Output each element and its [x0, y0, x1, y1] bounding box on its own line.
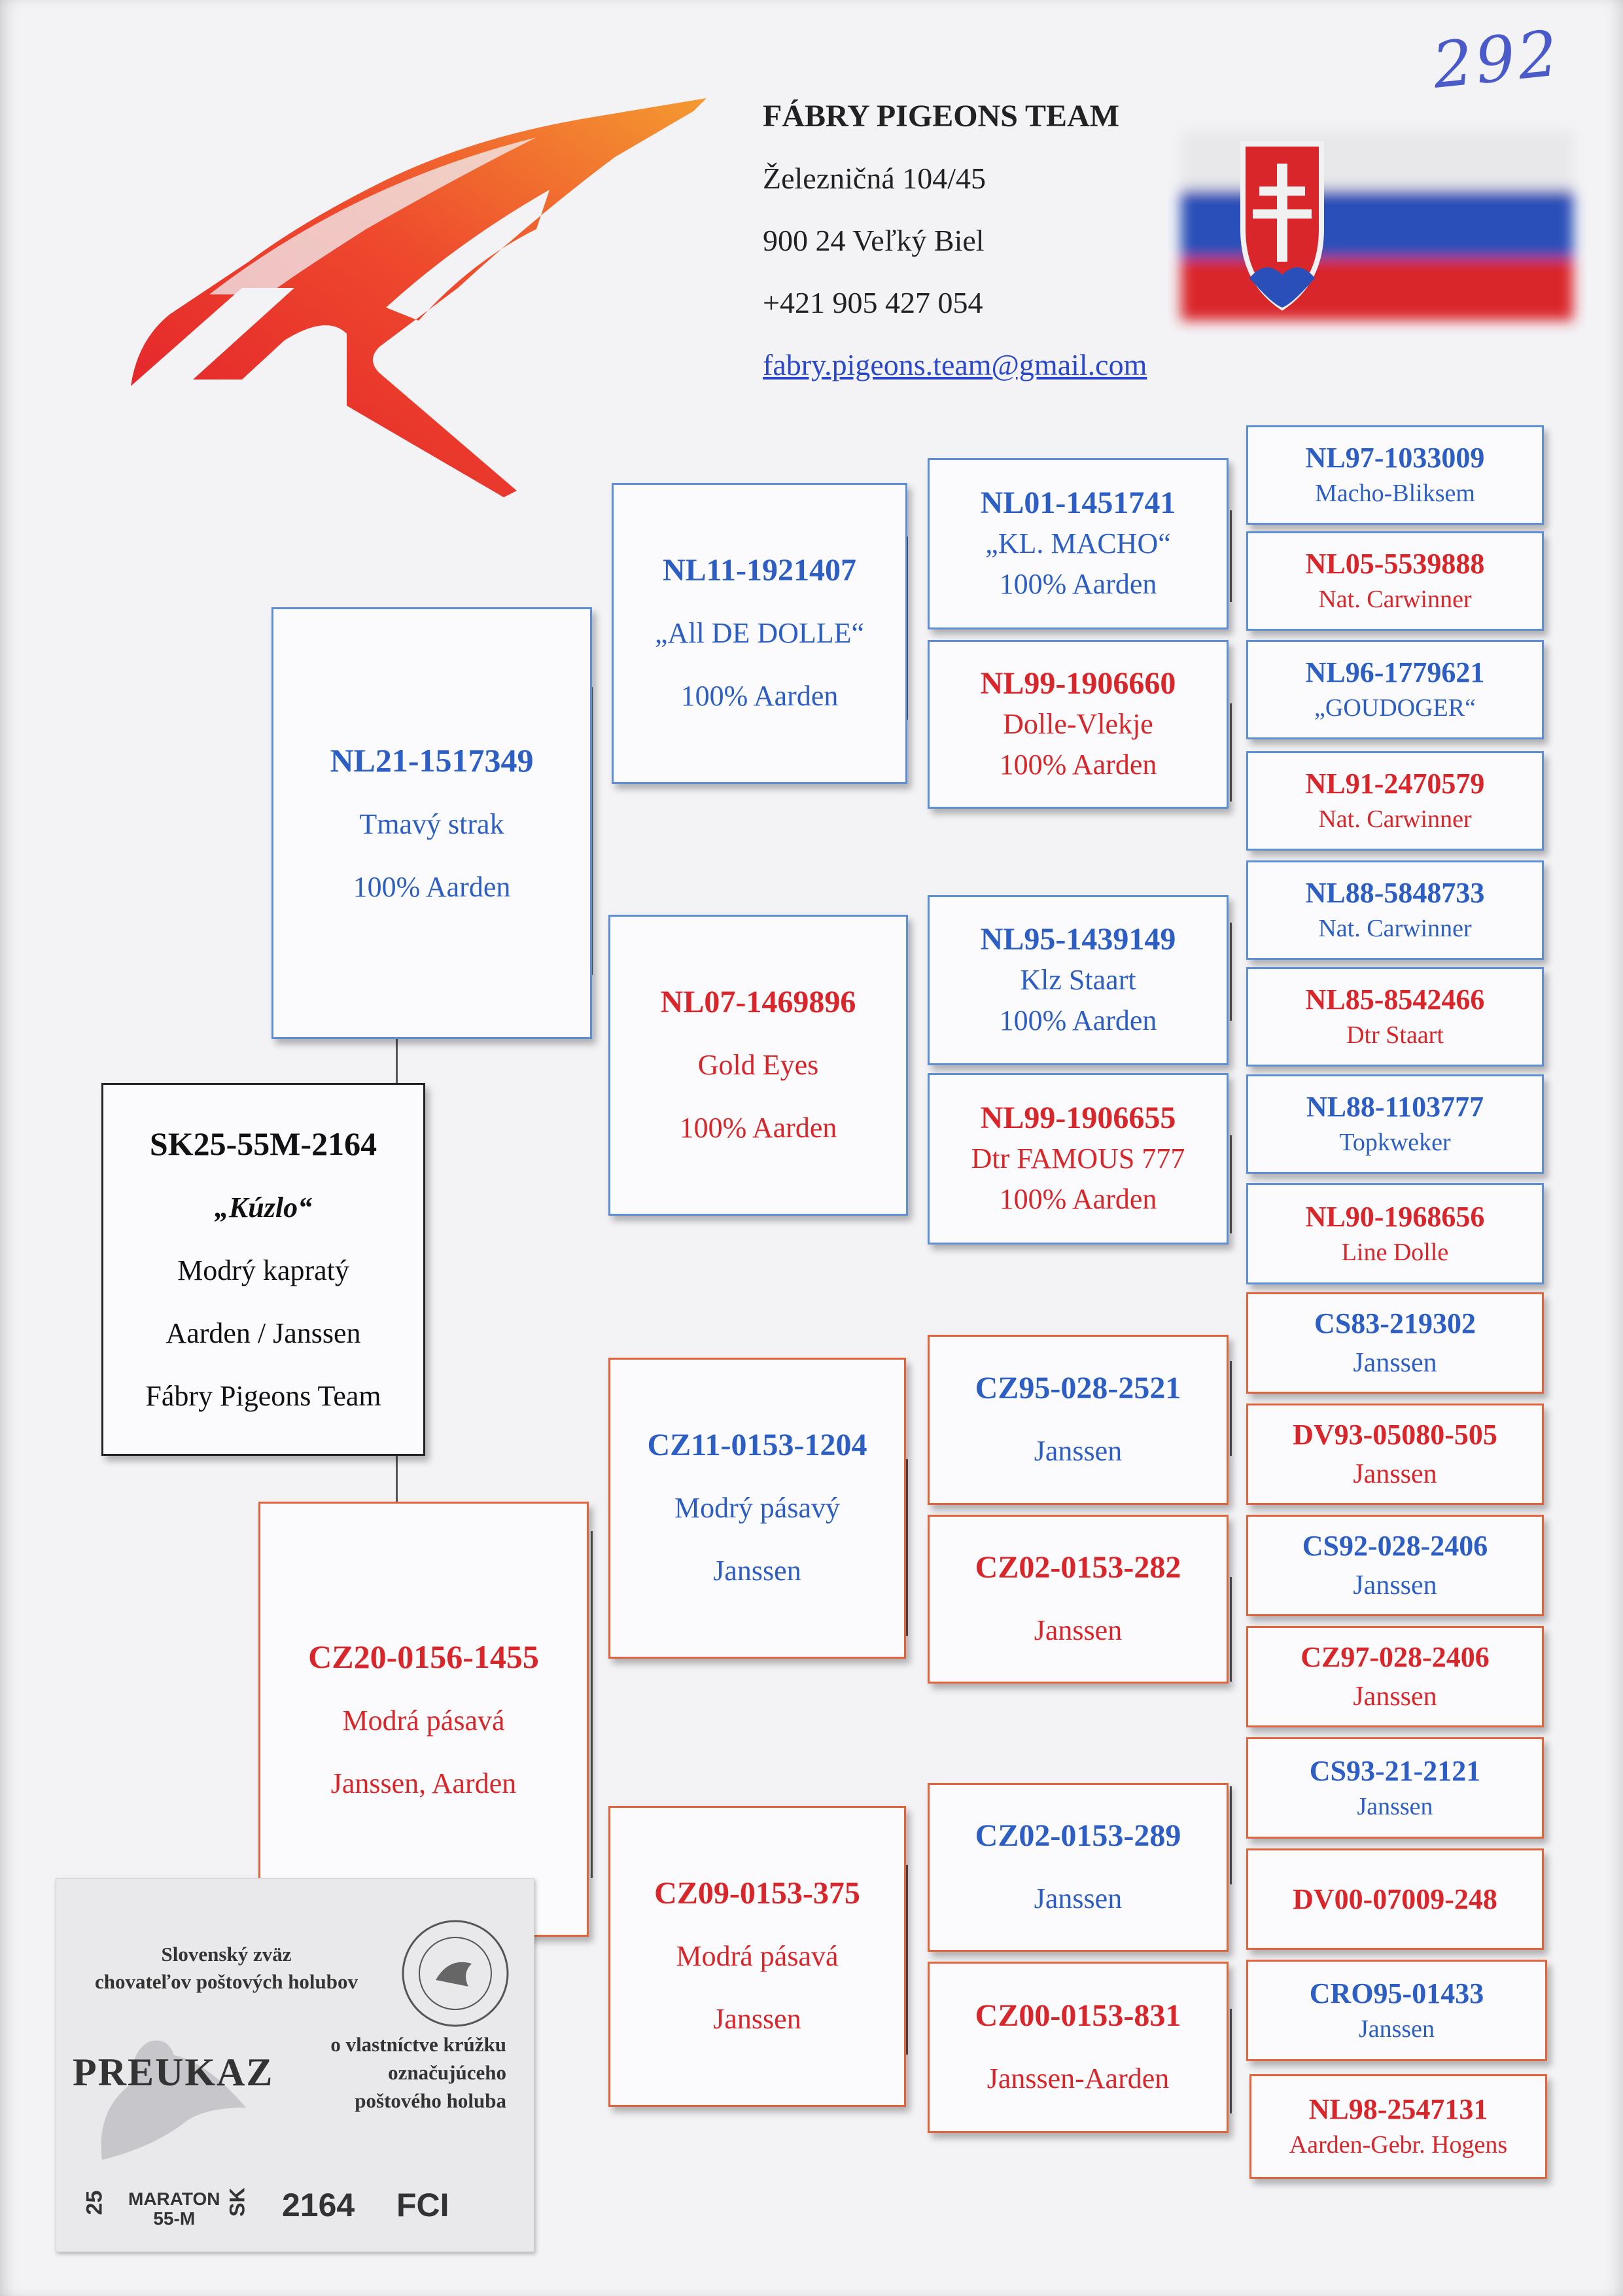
- dam-sire-ring-number: CZ11-0153-1204: [647, 1428, 867, 1462]
- connector: [1230, 703, 1232, 802]
- gen3-box-7: [928, 1783, 1229, 1952]
- gen4-box-12: [1246, 1626, 1544, 1727]
- main-ring-number: SK25-55M-2164: [149, 1125, 377, 1162]
- connector: [906, 1865, 908, 2055]
- gen4-note: Nat. Carwinner: [1318, 805, 1472, 833]
- gen4-box-11: [1246, 1515, 1544, 1616]
- gen3-name: Klz Staart: [1020, 964, 1136, 996]
- gen3-breed: Janssen: [1034, 1882, 1123, 1915]
- gen4-note: Janssen: [1357, 1792, 1433, 1820]
- gen3-ring-number: CZ00-0153-831: [975, 1998, 1181, 2033]
- gen3-ring-number: CZ95-028-2521: [975, 1371, 1181, 1405]
- union-seal-icon: [400, 1918, 511, 2029]
- gen4-box-15: [1246, 1960, 1547, 2061]
- sire-box: [271, 607, 592, 1039]
- card-desc-line3: poštového holuba: [355, 2089, 506, 2112]
- gen3-breed: 100% Aarden: [999, 1183, 1157, 1215]
- gen4-box-16: [1249, 2074, 1547, 2179]
- gen4-box-5: [1246, 860, 1544, 960]
- sire-sire-name: „All DE DOLLE“: [654, 617, 865, 649]
- gen4-note: Janssen: [1353, 1458, 1437, 1489]
- gen3-ring-number: NL95-1439149: [980, 922, 1176, 957]
- gen3-name: Dtr FAMOUS 777: [971, 1142, 1185, 1174]
- dam-breed: Janssen, Aarden: [330, 1767, 517, 1799]
- gen4-note: Macho-Bliksem: [1315, 480, 1475, 507]
- sire-sire-ring-number: NL11-1921407: [662, 553, 856, 588]
- connector: [1230, 1577, 1232, 1682]
- card-org-line1: Slovenský zväz: [161, 1943, 292, 1966]
- sire-dam-box: [608, 915, 908, 1216]
- connector: [1230, 1786, 1232, 1884]
- gen4-box-8: [1246, 1183, 1544, 1284]
- gen3-ring-number: NL01-1451741: [980, 486, 1176, 520]
- main-pigeon-owner: Fábry Pigeons Team: [145, 1380, 381, 1412]
- gen4-ring-number: NL85-8542466: [1305, 983, 1485, 1016]
- ring-ownership-card: [56, 1878, 534, 2252]
- gen3-box-4: [928, 1073, 1229, 1245]
- city-address: 900 24 Veľký Biel: [763, 224, 985, 257]
- connector: [1230, 1135, 1232, 1233]
- gen4-ring-number: CS93-21-2121: [1309, 1754, 1481, 1787]
- gen3-box-1: [928, 458, 1229, 629]
- phone-number: +421 905 427 054: [763, 286, 983, 319]
- handwritten-number: 292: [1429, 16, 1564, 103]
- gen4-ring-number: NL05-5539888: [1305, 548, 1485, 580]
- gen4-note: Janssen: [1353, 1681, 1437, 1712]
- gen4-note: Line Dolle: [1341, 1238, 1449, 1266]
- gen4-note: Aarden-Gebr. Hogens: [1289, 2131, 1508, 2159]
- main-pigeon-box: [101, 1083, 425, 1456]
- card-description: [284, 2030, 506, 2115]
- connector: [591, 1531, 593, 1878]
- gen3-breed: Janssen-Aarden: [986, 2062, 1170, 2094]
- dam-sire-breed: Janssen: [713, 1555, 801, 1587]
- gen4-note: Janssen: [1353, 1347, 1437, 1378]
- gen3-box-8: [928, 1962, 1229, 2133]
- card-organization: [56, 1941, 396, 1996]
- sire-dam-ring-number: NL07-1469896: [660, 985, 856, 1019]
- card-desc-line2: označujúceho: [388, 2061, 506, 2084]
- dam-box: [258, 1502, 589, 1937]
- card-fci: FCI: [396, 2187, 449, 2223]
- connector: [1230, 510, 1232, 602]
- dam-sire-color: Modrý pásavý: [674, 1492, 840, 1524]
- gen4-box-4: [1246, 751, 1544, 851]
- sire-sire-breed: 100% Aarden: [680, 680, 839, 712]
- gen4-box-2: [1246, 531, 1544, 631]
- gen4-box-14: [1246, 1848, 1544, 1950]
- gen3-box-3: [928, 895, 1229, 1065]
- gen4-ring-number: NL98-2547131: [1308, 2093, 1488, 2125]
- gen3-breed: 100% Aarden: [999, 1004, 1157, 1036]
- gen4-note: Topkweker: [1339, 1129, 1451, 1156]
- card-club: [128, 2189, 220, 2229]
- gen4-box-13: [1246, 1737, 1544, 1839]
- sire-ring-number: NL21-1517349: [330, 742, 534, 779]
- card-country: SK: [225, 2187, 249, 2217]
- street-address: Železničná 104/45: [763, 162, 986, 195]
- gen4-ring-number: NL96-1779621: [1305, 656, 1485, 688]
- sire-breed: 100% Aarden: [353, 871, 511, 903]
- gen4-note: Nat. Carwinner: [1318, 915, 1472, 942]
- team-name: FÁBRY PIGEONS TEAM: [763, 99, 1120, 133]
- card-desc-line1: o vlastníctve krúžku: [330, 2033, 506, 2056]
- gen3-ring-number: CZ02-0153-289: [975, 1818, 1181, 1853]
- gen4-ring-number: NL91-2470579: [1305, 768, 1485, 800]
- gen3-ring-number: NL99-1906660: [980, 666, 1176, 701]
- gen4-box-1: [1246, 425, 1544, 525]
- connector: [906, 1459, 908, 1636]
- sire-color: Tmavý strak: [359, 808, 504, 840]
- gen4-box-3: [1246, 640, 1544, 739]
- gen4-note: Nat. Carwinner: [1318, 586, 1472, 613]
- gen4-box-6: [1246, 967, 1544, 1067]
- connector: [1230, 1361, 1232, 1456]
- gen4-ring-number: DV93-05080-505: [1293, 1418, 1497, 1451]
- gen3-box-2: [928, 640, 1229, 809]
- gen3-ring-number: CZ02-0153-282: [975, 1550, 1181, 1585]
- breeder-contact: [763, 85, 1147, 396]
- dam-dam-ring-number: CZ09-0153-375: [654, 1876, 860, 1911]
- gen4-note: Dtr Staart: [1346, 1021, 1444, 1049]
- card-org-line2: chovateľov poštových holubov: [94, 1970, 358, 1993]
- gen3-ring-number: NL99-1906655: [980, 1101, 1176, 1135]
- gen3-breed: Janssen: [1034, 1614, 1123, 1646]
- slovak-flag-image: [1168, 118, 1586, 340]
- connector: [396, 1454, 398, 1503]
- gen4-ring-number: DV00-07009-248: [1293, 1882, 1497, 1915]
- gen4-ring-number: NL88-5848733: [1305, 877, 1485, 909]
- winged-f-logo: [131, 98, 707, 517]
- gen3-breed: 100% Aarden: [999, 749, 1157, 781]
- gen4-ring-number: CS83-219302: [1314, 1307, 1476, 1339]
- gen4-box-9: [1246, 1292, 1544, 1394]
- dam-color: Modrá pásavá: [342, 1704, 505, 1737]
- dam-dam-color: Modrá pásavá: [676, 1940, 839, 1972]
- gen4-ring-number: NL90-1968656: [1305, 1200, 1485, 1233]
- card-title: PREUKAZ: [73, 2051, 274, 2094]
- gen4-ring-number: CS92-028-2406: [1302, 1529, 1488, 1562]
- gen4-note: Janssen: [1358, 2015, 1435, 2043]
- gen3-breed: 100% Aarden: [999, 568, 1157, 600]
- gen3-name: Dolle-Vlekje: [1003, 708, 1153, 740]
- connector: [1230, 2009, 1232, 2113]
- main-pigeon-name: „Kúzlo“: [214, 1192, 313, 1224]
- card-club-code: 55-M: [153, 2208, 196, 2229]
- gen3-box-6: [928, 1515, 1229, 1684]
- gen3-box-5: [928, 1335, 1229, 1505]
- dam-dam-box: [608, 1806, 906, 2107]
- gen4-ring-number: NL97-1033009: [1305, 442, 1485, 474]
- connector: [1230, 923, 1232, 1021]
- dam-ring-number: CZ20-0156-1455: [308, 1638, 539, 1675]
- gen4-box-10: [1246, 1404, 1544, 1505]
- gen4-ring-number: CRO95-01433: [1309, 1977, 1484, 2009]
- sire-sire-box: [612, 483, 907, 784]
- gen3-breed: Janssen: [1034, 1435, 1123, 1467]
- card-ring-number: 2164: [282, 2187, 355, 2223]
- email-link[interactable]: fabry.pigeons.team@gmail.com: [763, 348, 1147, 381]
- gen4-note: „GOUDOGER“: [1314, 694, 1476, 722]
- sire-dam-name: Gold Eyes: [697, 1049, 819, 1081]
- card-year: 25: [82, 2190, 107, 2216]
- connector: [396, 1037, 398, 1083]
- card-club-name: MARATON: [128, 2189, 220, 2209]
- gen4-ring-number: NL88-1103777: [1306, 1091, 1484, 1123]
- gen4-ring-number: CZ97-028-2406: [1300, 1640, 1490, 1673]
- gen4-box-7: [1246, 1074, 1544, 1174]
- gen3-name: „KL. MACHO“: [985, 527, 1171, 559]
- dam-sire-box: [608, 1358, 906, 1659]
- dam-dam-breed: Janssen: [713, 2003, 801, 2035]
- main-pigeon-color: Modrý kapratý: [177, 1254, 349, 1286]
- gen4-note: Janssen: [1353, 1570, 1437, 1600]
- sire-dam-breed: 100% Aarden: [679, 1112, 837, 1144]
- main-pigeon-breed: Aarden / Janssen: [166, 1317, 361, 1349]
